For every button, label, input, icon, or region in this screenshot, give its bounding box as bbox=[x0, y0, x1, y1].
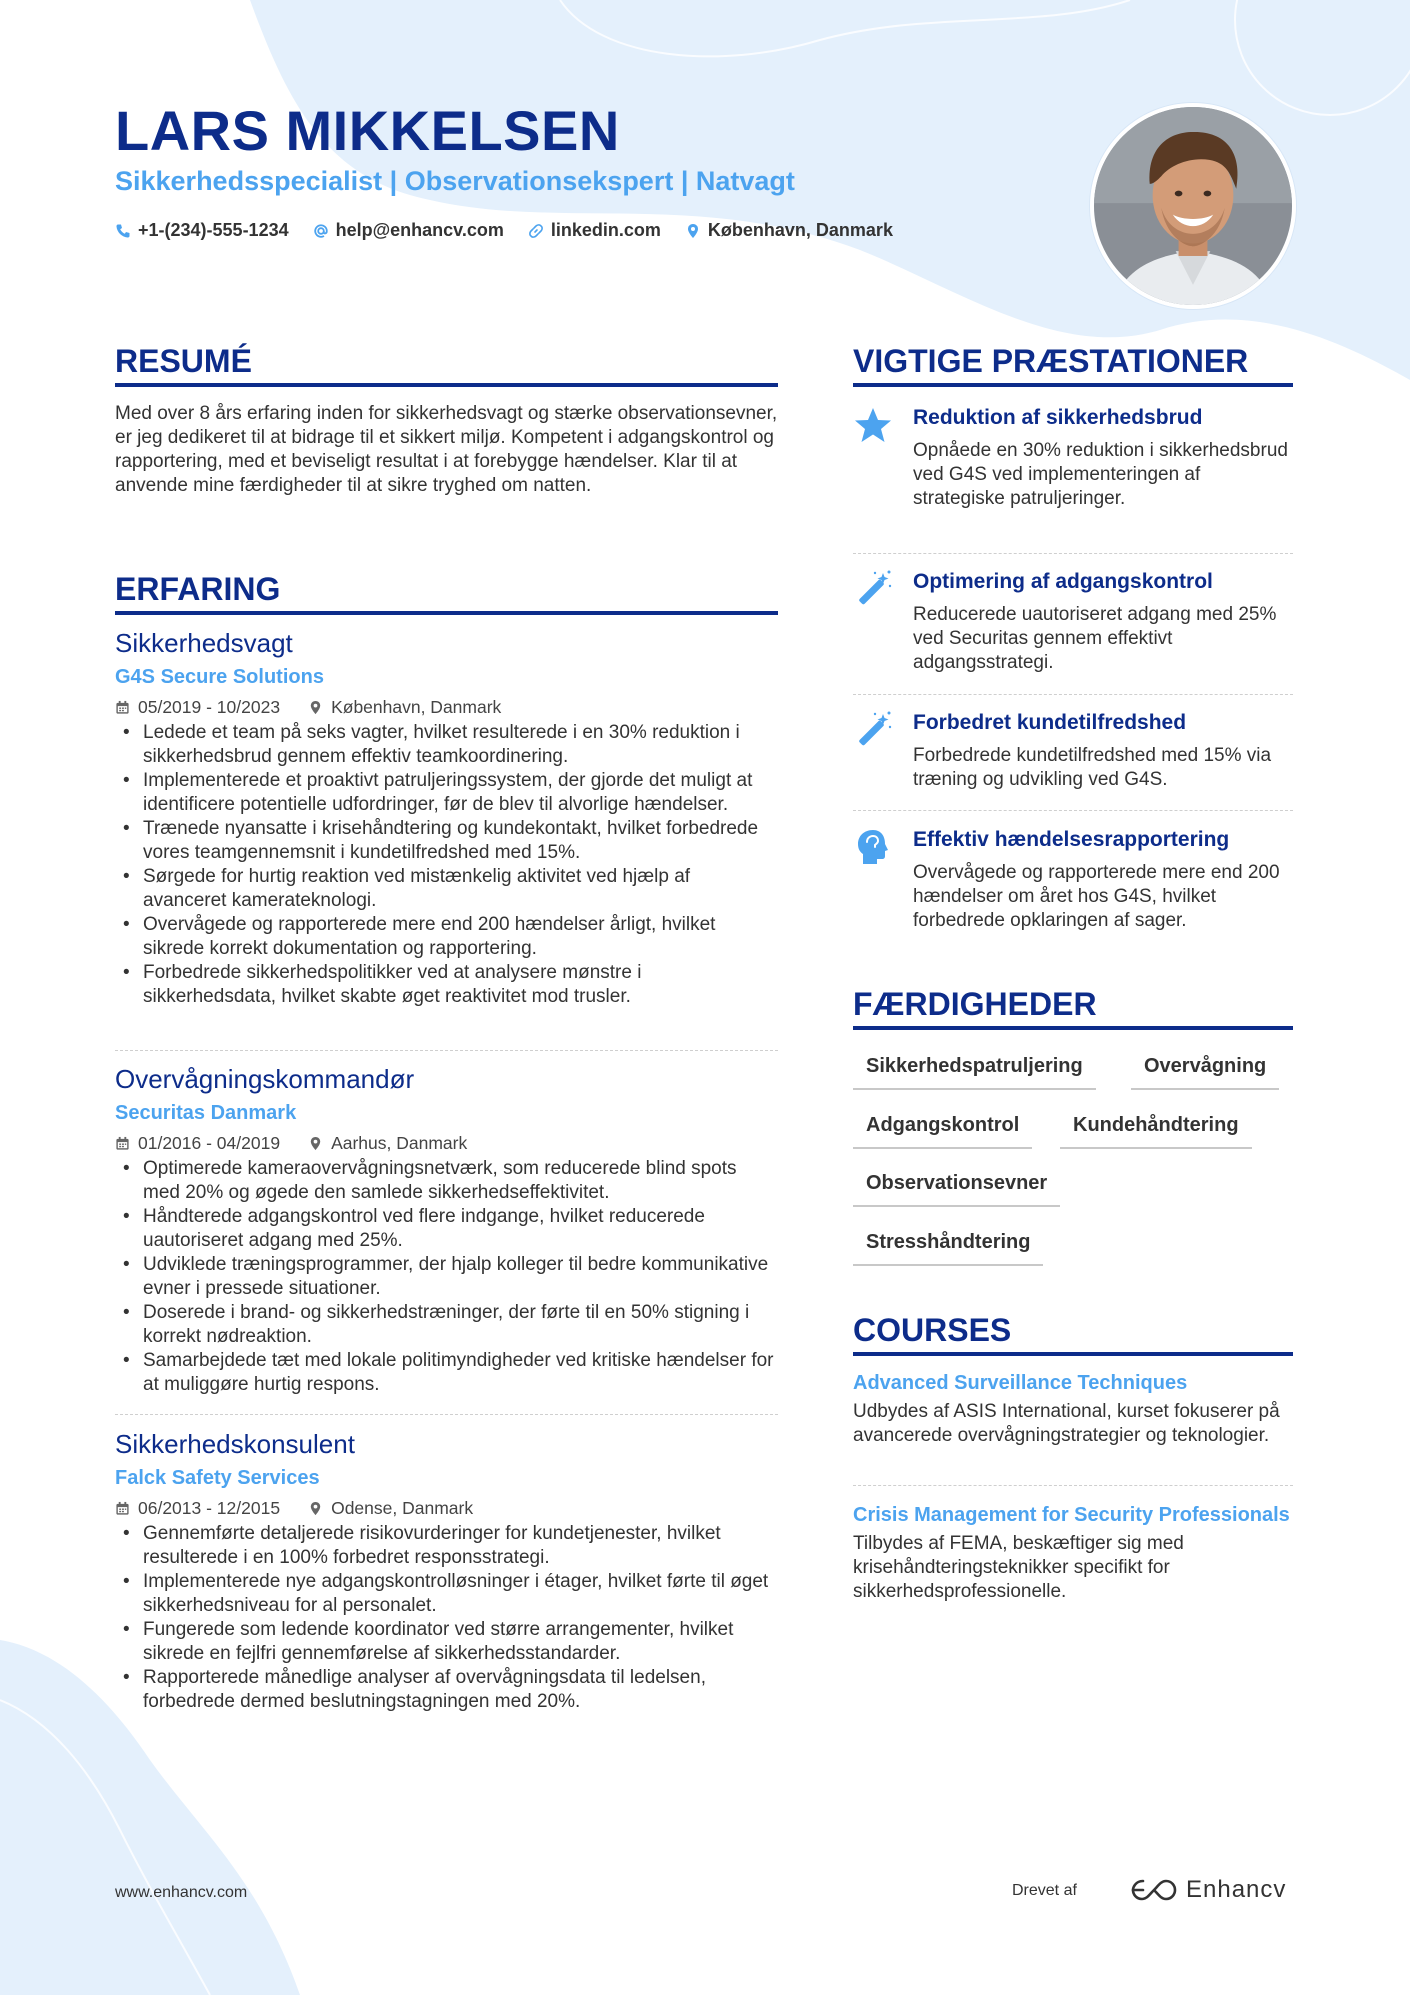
map-pin-icon bbox=[308, 1501, 323, 1516]
list-item: • Gennemførte detaljerede risikovurderinger for kundetjenester, hvilket resulterede i en 100% forbedret responsstrategi. bbox=[115, 1522, 778, 1570]
list-item: • Trænede nyansatte i krisehåndtering og kundekontakt, hvilket forbedrede vores teamgennemsnit i kundetilfredshed med 15%. bbox=[115, 817, 778, 865]
job-title: Overvågningskommandør bbox=[115, 1064, 415, 1094]
contact-location bbox=[685, 220, 893, 241]
courses-heading: COURSES bbox=[853, 1312, 1293, 1356]
job-location: Odense, Danmark bbox=[331, 1498, 474, 1518]
divider bbox=[853, 694, 1293, 695]
summary-text: Med over 8 års erfaring inden for sikkerhedsvagt og stærke observationsevner, er jeg dedikeret til at bidrage til et sikkert miljø. Kompetent i adgangskontrol og rapportering, med et beviseligt resultat i at forebygge hændelser. Klar til at anvende mine færdigheder til at sikre tryghed om natten. bbox=[115, 403, 778, 496]
list-item: • Forbedrede sikkerhedspolitikker ved at analysere mønstre i sikkerhedsdata, hvilket skabte øget reaktivitet mod trusler. bbox=[115, 961, 778, 1009]
company-name: G4S Secure Solutions bbox=[115, 666, 324, 688]
divider bbox=[115, 1414, 778, 1415]
job-title: Sikkerhedskonsulent bbox=[115, 1429, 355, 1459]
job-meta bbox=[115, 1497, 778, 1519]
achievement-item bbox=[853, 405, 1293, 535]
job-bullets bbox=[115, 721, 778, 1009]
job-bullets bbox=[115, 1522, 778, 1714]
footer-powered-by: Drevet af bbox=[1012, 1882, 1077, 1899]
footer-website[interactable]: www.enhancv.com bbox=[115, 1884, 248, 1901]
list-item: • Håndterede adgangskontrol ved flere indgange, hvilket reducerede uautoriseret adgang med 25%. bbox=[115, 1205, 778, 1253]
achievement-item bbox=[853, 827, 1293, 942]
list-item: • Overvågede og rapporterede mere end 200 hændelser årligt, hvilket sikrede korrekt dokumentation og rapportering. bbox=[115, 913, 778, 961]
job-location: København, Danmark bbox=[331, 697, 502, 717]
list-item: • Sørgede for hurtig reaktion ved mistænkelig aktivitet ved hjælp af avanceret kamerateknologi. bbox=[115, 865, 778, 913]
calendar-icon bbox=[115, 1136, 130, 1151]
summary-heading: RESUMÉ bbox=[115, 343, 778, 387]
star-icon bbox=[853, 405, 893, 445]
achievements-heading: VIGTIGE PRÆSTATIONER bbox=[853, 343, 1293, 387]
job-bullets bbox=[115, 1157, 778, 1397]
list-item: • Fungerede som ledende koordinator ved større arrangementer, hvilket sikrede en fejlfri gennemførelse af sikkerhedsstandarder. bbox=[115, 1618, 778, 1666]
list-item: • Ledede et team på seks vagter, hvilket resulterede i en 30% reduktion i sikkerhedsbrud gennem effektiv teamkoordinering. bbox=[115, 721, 778, 769]
contact-phone[interactable] bbox=[115, 220, 289, 241]
achievement-title: Optimering af adgangskontrol bbox=[913, 570, 1213, 593]
divider bbox=[115, 1050, 778, 1051]
course-title: Advanced Surveillance Techniques bbox=[853, 1372, 1188, 1394]
magic-wand-icon bbox=[853, 710, 893, 750]
footer-brand: Enhancv bbox=[1186, 1876, 1287, 1903]
course-item bbox=[853, 1503, 1293, 1604]
achievement-title: Forbedret kundetilfredshed bbox=[913, 711, 1187, 734]
achievement-item bbox=[853, 710, 1293, 795]
map-pin-icon bbox=[308, 700, 323, 715]
phone-icon bbox=[115, 223, 131, 239]
course-item bbox=[853, 1371, 1293, 1448]
experience-entry bbox=[115, 1428, 778, 1714]
profile-photo bbox=[1090, 103, 1296, 309]
company-name: Falck Safety Services bbox=[115, 1467, 320, 1489]
list-item: • Optimerede kameraovervågningsnetværk, som reducerede blind spots med 20% og øgede den samlede sikkerhedseffektivitet. bbox=[115, 1157, 778, 1205]
achievement-title: Reduktion af sikkerhedsbrud bbox=[913, 406, 1203, 429]
achievement-desc: Reducerede uautoriseret adgang med 25% ved Securitas gennem effektivt adgangsstrategi. bbox=[913, 604, 1277, 673]
contact-email[interactable] bbox=[313, 220, 504, 241]
footer-logo[interactable] bbox=[1130, 1876, 1286, 1904]
contact-linkedin[interactable] bbox=[528, 220, 661, 241]
achievement-title: Effektiv hændelsesrapportering bbox=[913, 828, 1230, 851]
head-icon bbox=[853, 827, 893, 867]
job-dates: 06/2013 - 12/2015 bbox=[138, 1498, 281, 1518]
experience-entry bbox=[115, 627, 778, 1009]
job-dates: 05/2019 - 10/2023 bbox=[138, 697, 281, 717]
skill-tag: Stresshåndtering bbox=[853, 1231, 1043, 1266]
divider bbox=[853, 1485, 1293, 1486]
linkedin-text: linkedin.com bbox=[550, 220, 661, 240]
skill-tag: Kundehåndtering bbox=[1060, 1114, 1252, 1149]
job-location: Aarhus, Danmark bbox=[331, 1133, 468, 1153]
achievement-desc: Opnåede en 30% reduktion i sikkerhedsbrud ved G4S ved implementeringen af strategiske patruljeringer. bbox=[913, 440, 1288, 509]
map-pin-icon bbox=[685, 223, 701, 239]
candidate-title: Sikkerhedsspecialist | Observationsekspert | Natvagt bbox=[115, 166, 795, 196]
experience-entry bbox=[115, 1063, 778, 1397]
list-item: • Udviklede træningsprogrammer, der hjalp kolleger til bedre kommunikative evner i pressede situationer. bbox=[115, 1253, 778, 1301]
candidate-name: LARS MIKKELSEN bbox=[115, 99, 620, 162]
course-desc: Tilbydes af FEMA, beskæftiger sig med krisehåndteringsteknikker specifikt for sikkerhedsprofessionelle. bbox=[853, 1533, 1184, 1602]
link-icon bbox=[528, 223, 544, 239]
job-meta bbox=[115, 696, 778, 718]
company-name: Securitas Danmark bbox=[115, 1102, 297, 1124]
calendar-icon bbox=[115, 1501, 130, 1516]
avatar bbox=[1094, 107, 1292, 305]
list-item: • Samarbejdede tæt med lokale politimyndigheder ved kritiske hændelser for at muliggøre hurtig respons. bbox=[115, 1349, 778, 1397]
divider bbox=[853, 553, 1293, 554]
enhancv-logo-icon bbox=[1130, 1877, 1178, 1903]
job-meta bbox=[115, 1132, 778, 1154]
at-icon bbox=[313, 223, 329, 239]
achievement-desc: Forbedrede kundetilfredshed med 15% via træning og udvikling ved G4S. bbox=[913, 745, 1272, 790]
calendar-icon bbox=[115, 700, 130, 715]
experience-heading: ERFARING bbox=[115, 571, 778, 615]
job-title: Sikkerhedsvagt bbox=[115, 628, 293, 658]
skill-tag: Observationsevner bbox=[853, 1172, 1060, 1207]
skills-heading: FÆRDIGHEDER bbox=[853, 986, 1293, 1030]
achievement-item bbox=[853, 569, 1293, 679]
divider bbox=[853, 810, 1293, 811]
course-title: Crisis Management for Security Professionals bbox=[853, 1504, 1290, 1526]
map-pin-icon bbox=[308, 1136, 323, 1151]
list-item: • Implementerede et proaktivt patruljeringssystem, der gjorde det muligt at identificere potentielle udfordringer, før de blev til alvorlige hændelser. bbox=[115, 769, 778, 817]
list-item: • Rapporterede månedlige analyser af overvågningsdata til ledelsen, forbedrede dermed beslutningstagningen med 20%. bbox=[115, 1666, 778, 1714]
magic-wand-icon bbox=[853, 569, 893, 609]
list-item: • Doserede i brand- og sikkerhedstræninger, der førte til en 50% stigning i korrekt nødreaktion. bbox=[115, 1301, 778, 1349]
location-text: København, Danmark bbox=[707, 220, 893, 240]
course-desc: Udbydes af ASIS International, kurset fokuserer på avancerede overvågningstrategier og teknologier. bbox=[853, 1401, 1280, 1446]
skill-tag: Overvågning bbox=[1131, 1055, 1279, 1090]
achievement-desc: Overvågede og rapporterede mere end 200 hændelser om året hos G4S, hvilket forbedrede opklaringen af sager. bbox=[913, 862, 1280, 931]
contact-row bbox=[115, 220, 893, 241]
job-dates: 01/2016 - 04/2019 bbox=[138, 1133, 281, 1153]
skill-tag: Sikkerhedspatruljering bbox=[853, 1055, 1096, 1090]
email-text: help@enhancv.com bbox=[335, 220, 504, 240]
phone-text: +1-(234)-555-1234 bbox=[138, 220, 289, 240]
skill-tag: Adgangskontrol bbox=[853, 1114, 1032, 1149]
list-item: • Implementerede nye adgangskontrolløsninger i étager, hvilket førte til øget sikkerhedsniveau for al personalet. bbox=[115, 1570, 778, 1618]
